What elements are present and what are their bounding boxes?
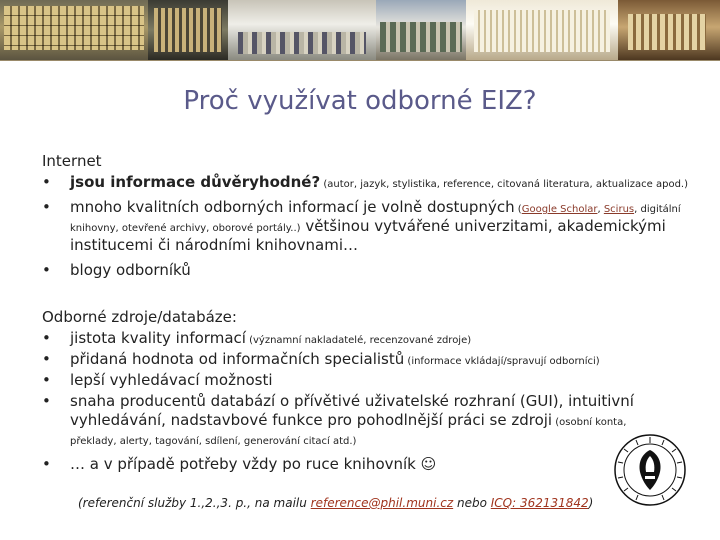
slide-content	[42, 152, 690, 476]
item-note: (osobní konta, překlady, alerty, tagování, sdílení, generování citací atd.)	[70, 417, 627, 447]
bullet: •	[42, 173, 51, 191]
library-hall-photo	[228, 0, 376, 60]
list-item	[42, 261, 690, 280]
item-note-sep: ,	[597, 204, 604, 215]
item-tail: většinou vytvářené univerzitami, akademickými institucemi či národními knihovnami…	[70, 217, 666, 254]
list-item	[42, 371, 690, 390]
section-heading-internet: Internet	[42, 152, 102, 170]
item-text: blogy odborníků	[70, 261, 191, 279]
bullet: •	[42, 198, 51, 216]
bullet: •	[42, 392, 51, 410]
bullet: •	[42, 350, 51, 368]
item-text: … a v případě potřeby vždy po ruce knihovník ☺	[70, 455, 437, 473]
reference-email-link[interactable]: reference@phil.muni.cz	[310, 496, 454, 510]
item-text: jistota kvality informací	[70, 329, 246, 347]
reference-text: nebo	[453, 496, 491, 510]
bullet: •	[42, 455, 51, 473]
header-photo-banner	[0, 0, 720, 61]
item-text: jsou informace důvěryhodné?	[70, 173, 321, 191]
reference-text: )	[588, 496, 594, 510]
bullet: •	[42, 261, 51, 279]
library-stairs-photo	[618, 0, 720, 60]
section-heading-databases: Odborné zdroje/databáze:	[42, 308, 237, 326]
bullet: •	[42, 329, 51, 347]
google-scholar-link[interactable]: Google Scholar	[521, 204, 598, 215]
scirus-link[interactable]: Scirus	[603, 204, 635, 215]
university-seal-icon	[612, 432, 688, 508]
library-atrium-photo	[466, 0, 618, 60]
item-text: přidaná hodnota od informačních specialistů	[70, 350, 405, 368]
library-shelves-photo	[376, 0, 466, 60]
list-item	[42, 455, 690, 474]
list-item	[42, 350, 690, 369]
library-interior-photo	[148, 0, 228, 60]
item-note: (autor, jazyk, stylistika, reference, citovaná literatura, aktualizace apod.)	[320, 179, 689, 190]
item-note-start: (	[514, 204, 522, 215]
list-item	[42, 392, 660, 449]
item-text: snaha producentů databází o přívětivé uživatelské rozhraní (GUI), intuitivní vyhledávání, nadstavbové funkce pro pohodlnější práci se zdroji	[70, 392, 634, 429]
list-item	[42, 173, 690, 192]
item-note: (informace vkládají/spravují odborníci)	[404, 356, 600, 367]
reference-line	[78, 496, 638, 510]
item-text: lepší vyhledávací možnosti	[70, 371, 273, 389]
bullet: •	[42, 371, 51, 389]
section-spacer	[42, 286, 690, 308]
library-building-photo	[0, 0, 148, 60]
item-note-end: , digitální knihovny, otevřené archivy, oborové portály..)	[70, 204, 681, 234]
icq-link[interactable]: ICQ: 362131842	[490, 496, 589, 510]
list-item	[42, 198, 690, 255]
list-item	[42, 329, 690, 348]
item-note: (významní nakladatelé, recenzované zdroje)	[245, 335, 472, 346]
page-title: Proč využívat odborné EIZ?	[183, 86, 537, 116]
item-text: mnoho kvalitních odborných informací je volně dostupných	[70, 198, 515, 216]
reference-text: (referenční služby 1.,2.,3. p., na mailu	[78, 496, 311, 510]
